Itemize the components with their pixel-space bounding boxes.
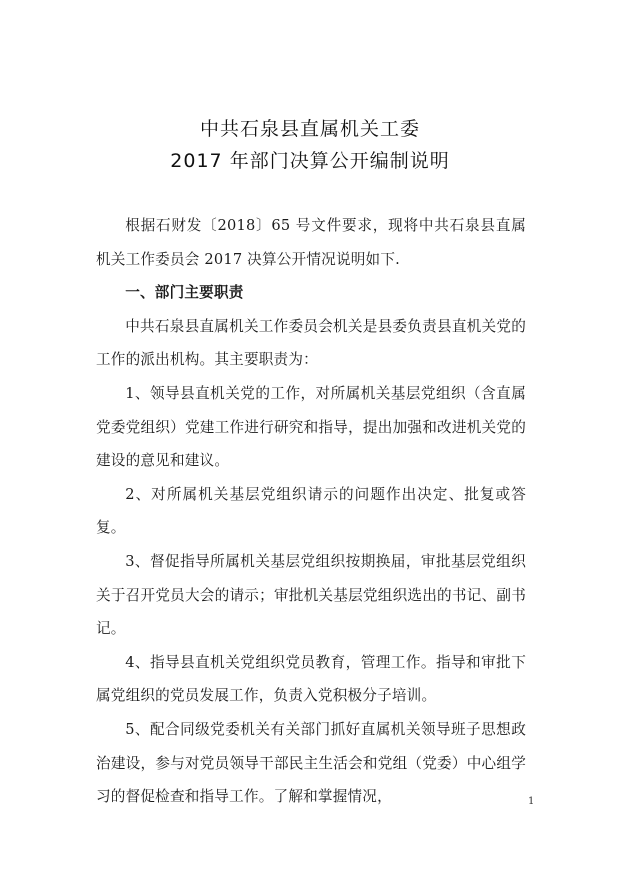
duty-item-3: 3、督促指导所属机关基层党组织按期换届，审批基层党组织关于召开党员大会的请示；审批机关基层党组织选出的书记、副书记。 (96, 552, 526, 638)
document-body (96, 209, 526, 814)
section-heading: 一、部门主要职责 (125, 284, 244, 302)
document-title-line1: 中共石泉县直属机关工委 (199, 118, 420, 140)
duty-item-5: 5、配合同级党委机关有关部门抓好直属机关领导班子思想政治建设，参与对党员领导干部民主生活会和党组（党委）中心组学习的督促检查和指导工作。了解和掌握情况， (96, 720, 526, 806)
duty-item-4: 4、指导县直机关党组织党员教育，管理工作。指导和审批下属党组织的党员发展工作，负责入党积极分子培训。 (96, 653, 526, 705)
page-number: 1 (528, 796, 535, 807)
duty-item-1: 1、领导县直机关党的工作，对所属机关基层党组织（含直属党委党组织）党建工作进行研究和指导，提出加强和改进机关党的建设的意见和建议。 (96, 384, 526, 470)
document-title-line2: 2017 年部门决算公开编制说明 (170, 150, 450, 172)
intro-paragraph: 根据石财发〔2018〕65 号文件要求，现将中共石泉县直属机关工作委员会 2017 决算公开情况说明如下. (96, 217, 526, 268)
body-paragraph: 中共石泉县直属机关工作委员会机关是县委负责县直机关党的工作的派出机构。其主要职责为： (96, 317, 526, 369)
duty-item-2: 2、对所属机关基层党组织请示的问题作出决定、批复或答复。 (96, 485, 526, 537)
